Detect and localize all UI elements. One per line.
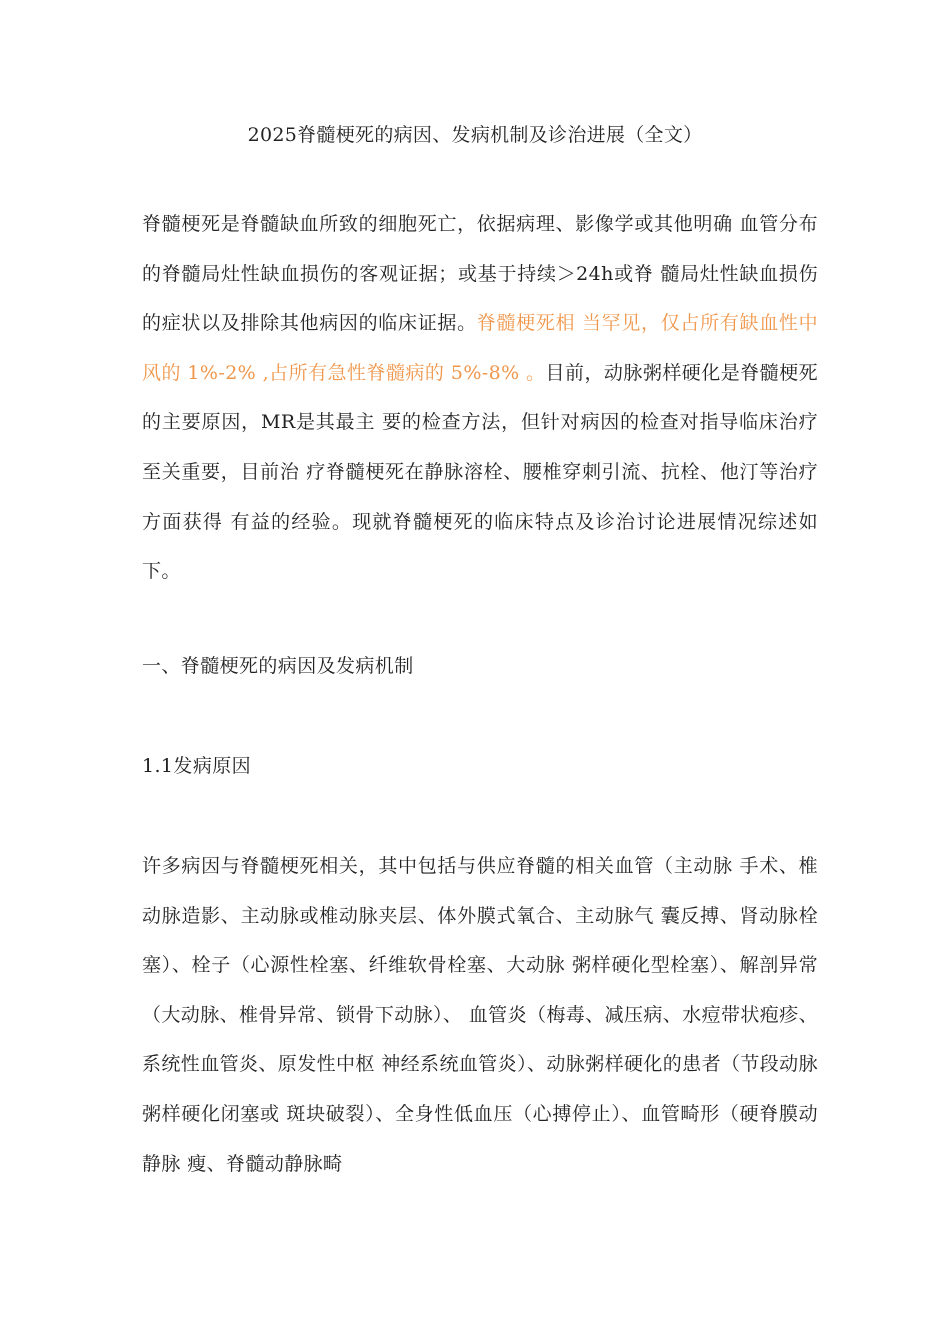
intro-text-part1: 脊髓梗死是脊髓缺血所致的细胞死亡，依据病理、影像学或其他明确 血管分布的脊髓局灶性缺血损伤的客观证据；或基于持续＞24h或脊 髓局灶性缺血损伤的症状以及排除其他病因的临床证据。 bbox=[142, 213, 818, 335]
intro-text-part2: 目前，动脉粥样硬化是脊髓梗死的主要原因，MR是其最主 要的检查方法，但针对病因的检查对指导临床治疗至关重要，目前治 疗脊髓梗死在静脉溶栓、腰椎穿刺引流、抗栓、他汀等治疗方面获得 有益的经验。现就脊髓梗死的临床特点及诊治讨论进展情况综述如下。 bbox=[142, 361, 818, 583]
section-heading-etiology: 一、脊髓梗死的病因及发病机制 bbox=[142, 655, 414, 677]
intro-paragraph bbox=[142, 200, 818, 597]
document-title: 2025脊髓梗死的病因、发病机制及诊治进展（全文） bbox=[247, 124, 703, 146]
intro-highlight-text: 脊髓梗死相 当罕见，仅占所有缺血性中风的 1%-2% ,占所有急性脊髓病的 5%-8% 。 bbox=[142, 312, 818, 384]
causes-paragraph: 许多病因与脊髓梗死相关，其中包括与供应脊髓的相关血管（主动脉 手术、椎动脉造影、主动脉或椎动脉夹层、体外膜式氧合、主动脉气 囊反搏、肾动脉栓塞）、栓子（心源性栓塞、纤维软骨栓塞、大动脉 粥样硬化型栓塞）、解剖异常（大动脉、椎骨异常、锁骨下动脉）、 血管炎（梅毒、减压病、水痘带状疱疹、系统性血管炎、原发性中枢 神经系统血管炎）、动脉粥样硬化的患者（节段动脉粥样硬化闭塞或 斑块破裂）、全身性低血压（心搏停止）、血管畸形（硬脊膜动静脉 瘦、脊髓动静脉畸 bbox=[142, 855, 818, 1175]
subsection-heading-causes: 1.1发病原因 bbox=[142, 755, 252, 777]
